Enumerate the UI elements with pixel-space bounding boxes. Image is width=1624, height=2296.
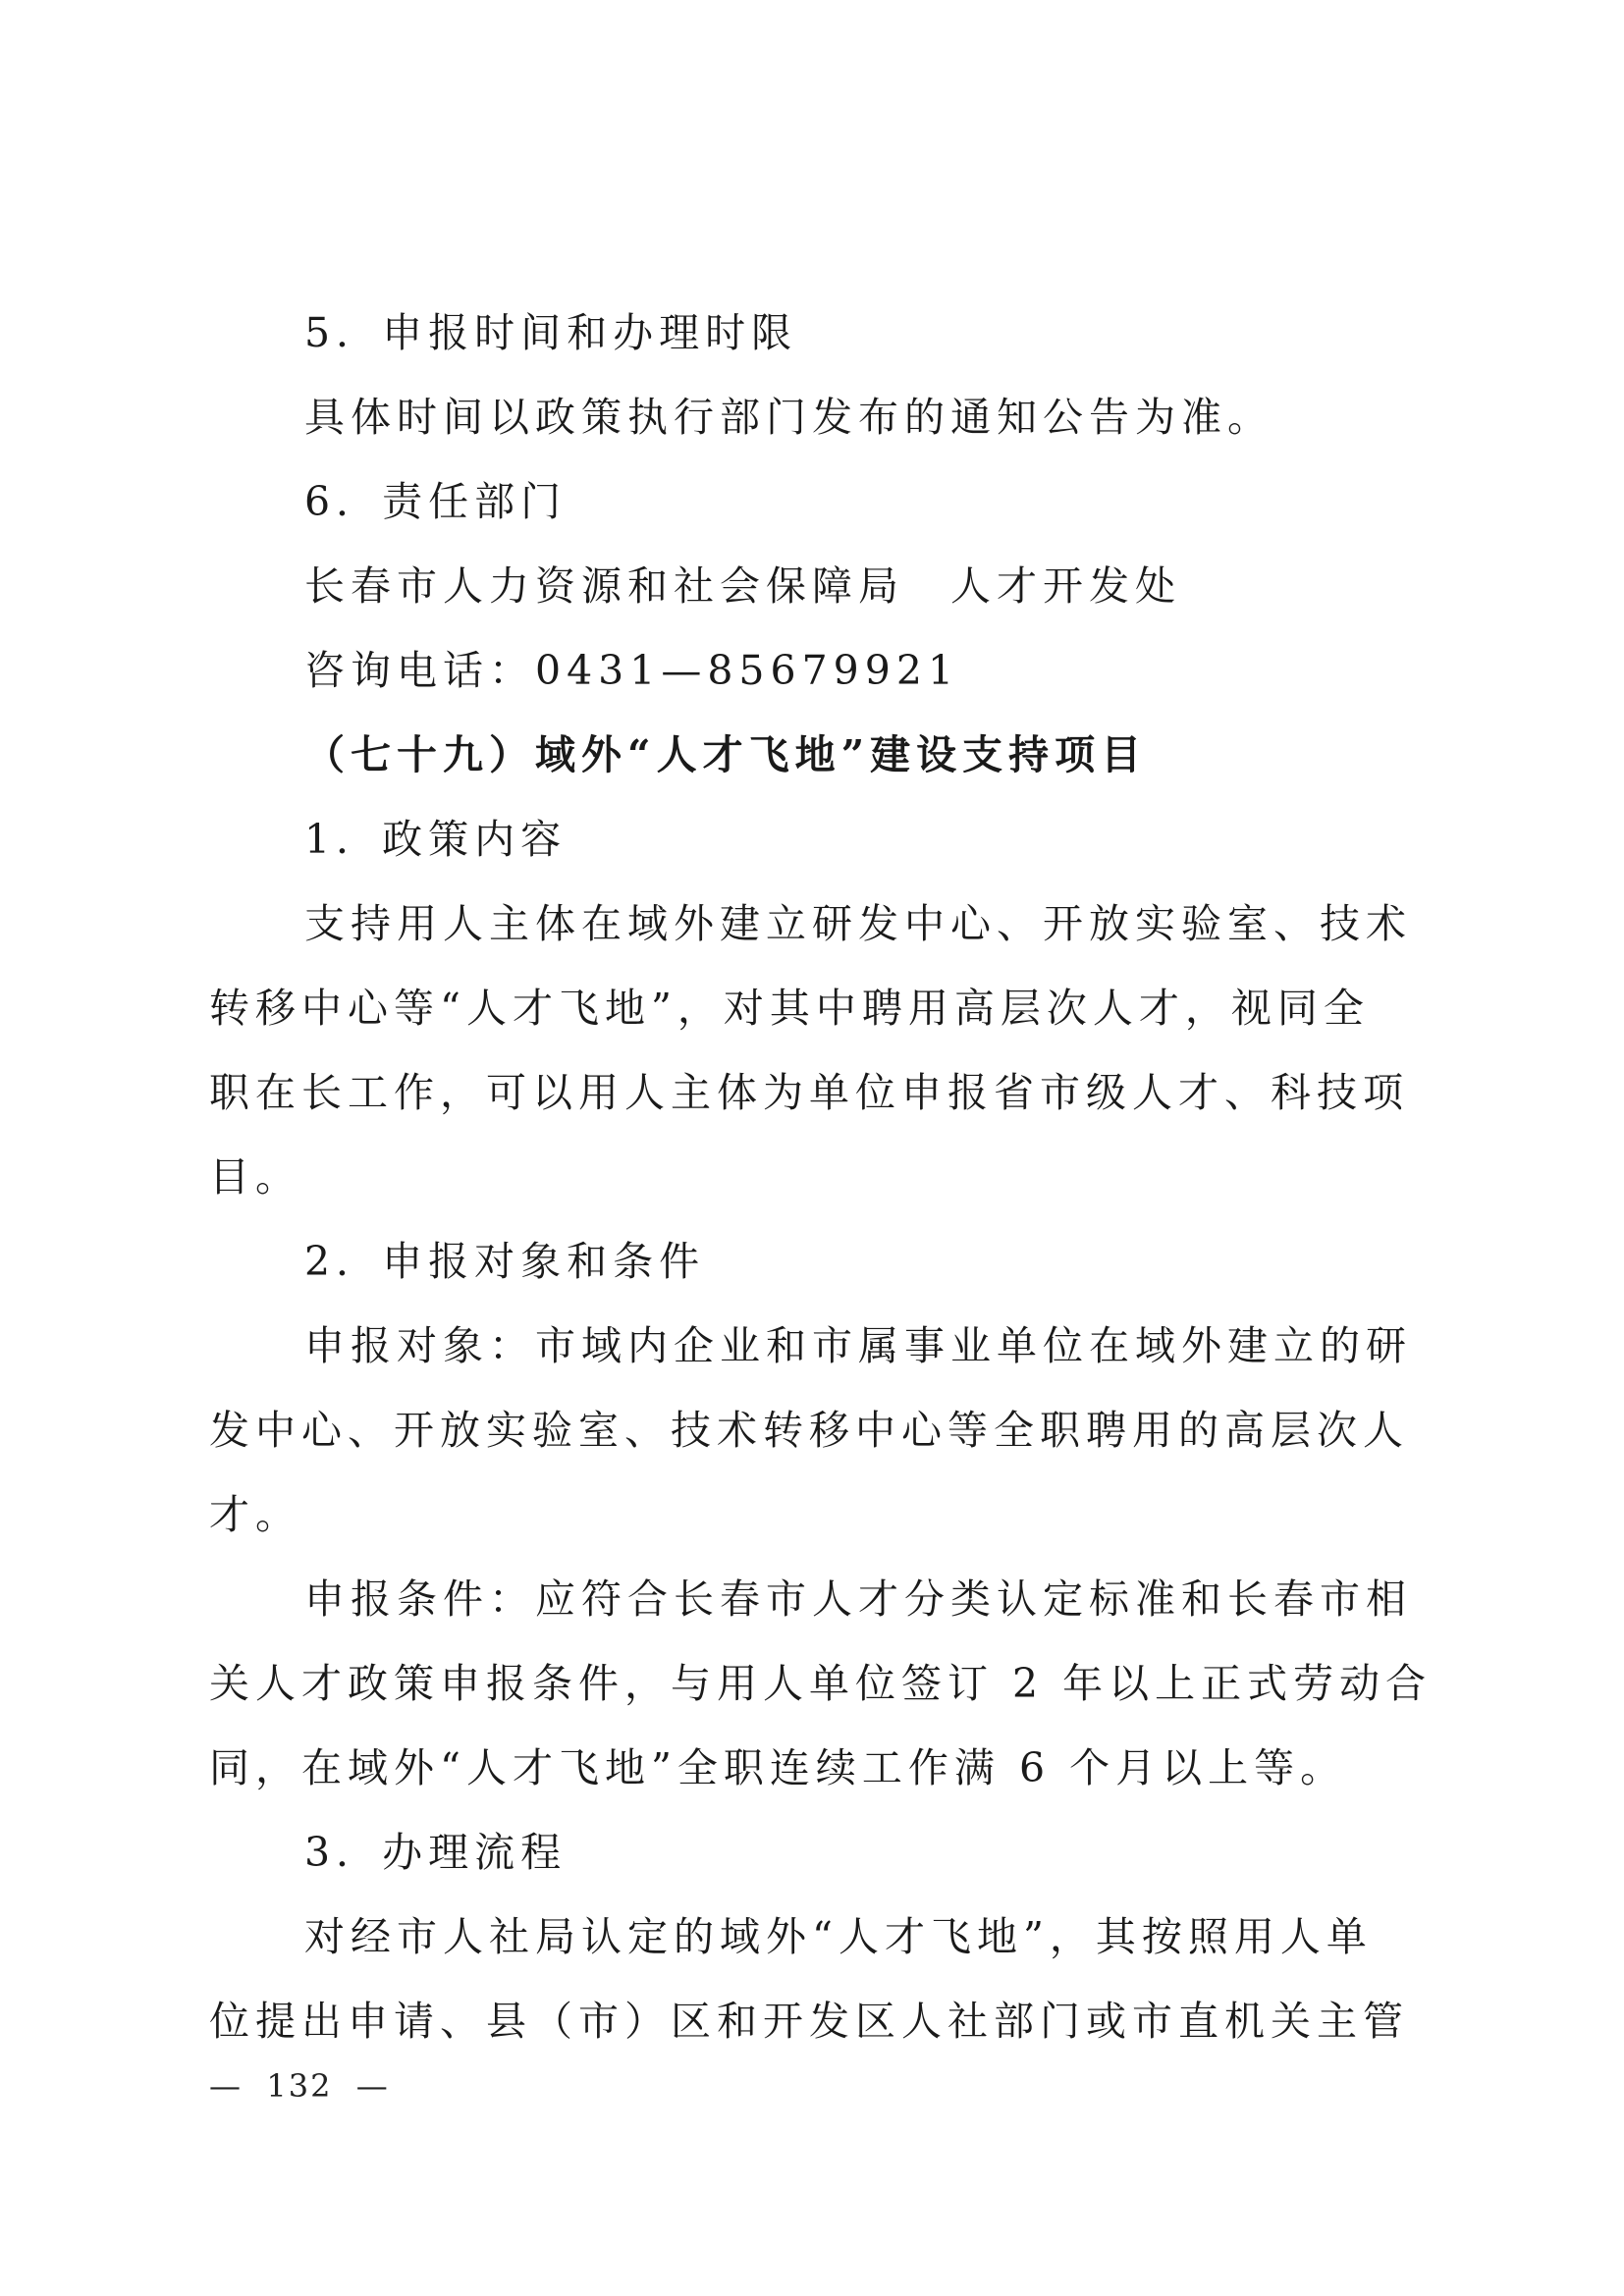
- section-heading: 1．政策内容: [304, 816, 568, 863]
- section-heading: 5．申报时间和办理时限: [304, 309, 798, 356]
- paragraph-line: 转移中心等“人才飞地”，对其中聘用高层次人才，视同全: [209, 985, 1370, 1032]
- paragraph-line: 关人才政策申报条件，与用人单位签订 2 年以上正式劳动合: [209, 1660, 1433, 1707]
- section-heading: 6．责任部门: [304, 478, 568, 525]
- paragraph-line: 对经市人社局认定的域外“人才飞地”，其按照用人单: [304, 1913, 1373, 1960]
- paragraph-line: 长春市人力资源和社会保障局 人才开发处: [304, 562, 1181, 610]
- paragraph-line: 同，在域外“人才飞地”全职连续工作满 6 个月以上等。: [209, 1744, 1347, 1791]
- paragraph-line: 职在长工作，可以用人主体为单位申报省市级人才、科技项: [209, 1069, 1409, 1116]
- item-title: （七十九）域外“人才飞地”建设支持项目: [304, 731, 1148, 778]
- page-number: — 132 —: [209, 2067, 390, 2105]
- paragraph-line: 位提出申请、县（市）区和开发区人社部门或市直机关主管: [209, 1998, 1409, 2045]
- paragraph-line: 咨询电话：0431—85679921: [304, 647, 960, 694]
- document-body: [209, 291, 1433, 2063]
- paragraph-line: 申报对象：市域内企业和市属事业单位在域外建立的研: [304, 1322, 1412, 1369]
- paragraph-line: 申报条件：应符合长春市人才分类认定标准和长春市相: [304, 1575, 1412, 1623]
- section-heading: 2．申报对象和条件: [304, 1238, 706, 1285]
- paragraph-line: 具体时间以政策执行部门发布的通知公告为准。: [304, 394, 1273, 441]
- paragraph-line: 目。: [209, 1153, 301, 1201]
- paragraph-line: 支持用人主体在域外建立研发中心、开放实验室、技术: [304, 900, 1412, 947]
- paragraph-line: 才。: [209, 1491, 301, 1538]
- paragraph-line: 发中心、开放实验室、技术转移中心等全职聘用的高层次人: [209, 1407, 1409, 1454]
- section-heading: 3．办理流程: [304, 1829, 568, 1876]
